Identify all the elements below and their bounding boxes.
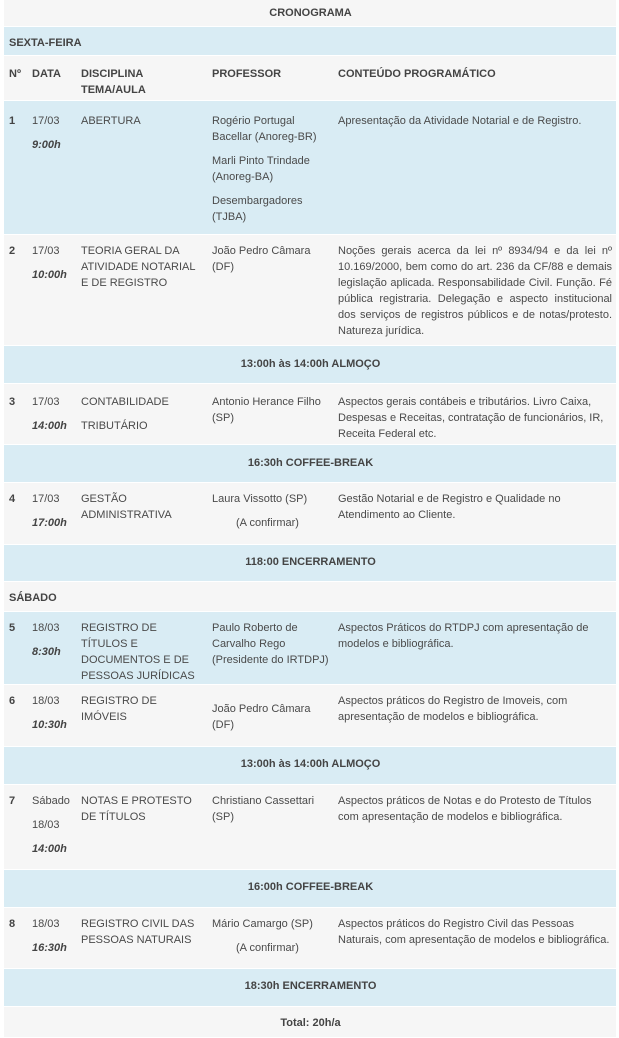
row-hour: 8:30h: [32, 645, 61, 658]
table-row: [4, 907, 616, 968]
row-date-cell: [27, 907, 76, 968]
row-discipline: TEORIA GERAL DA ATIVIDADE NOTARIAL E DE REGISTRO: [76, 234, 207, 345]
confirm-note: (A confirmar): [236, 516, 299, 529]
row-num: 5: [4, 611, 27, 684]
row-hour: 9:00h: [32, 138, 61, 151]
row-discipline-2: TRIBUTÁRIO: [81, 419, 148, 432]
lunch-break: 13:00h às 14:00h ALMOÇO: [4, 746, 616, 784]
table-row: [4, 684, 616, 746]
schedule-title: CRONOGRAMA: [4, 0, 616, 26]
row-content: Apresentação da Atividade Notarial e de Registro.: [333, 100, 616, 234]
schedule-table: [4, 0, 616, 1038]
break-row: [4, 746, 616, 784]
break-row: [4, 544, 616, 581]
break-row: [4, 345, 616, 383]
end-marker: 18:30h ENCERRAMENTO: [4, 968, 616, 1006]
header-discipline: DISCIPLINA TEMA/AULA: [76, 55, 207, 100]
row-professor: Christiano Cassettari (SP): [207, 784, 333, 869]
row-date-cell: [27, 482, 76, 544]
row-date-cell: [27, 100, 76, 234]
header-content: CONTEÚDO PROGRAMÁTICO: [333, 55, 616, 100]
row-professor: Antonio Herance Filho (SP): [207, 383, 333, 444]
row-content: Aspectos práticos do Registro Civil das Pessoas Naturais, com apresentação de modelos e bibliográfica.: [333, 907, 616, 968]
row-content: Noções gerais acerca da lei nº 8934/94 e da lei nº 10.169/2000, bem como do art. 236 da CF/88 e demais legislação aplicada. Responsabilidade Civil. Função. Fé pública registraria. Delegação e aspecto institucional dos serviços de registros públicos e de notas/protesto. Natureza jurídica.: [333, 234, 616, 345]
table-row: [4, 784, 616, 869]
professor-name: Marli Pinto Trindade (Anoreg-BA): [212, 154, 310, 183]
day-row-friday: [4, 26, 616, 55]
row-num: 6: [4, 684, 27, 746]
row-hour: 14:00h: [32, 842, 67, 855]
row-professor-cell: [207, 907, 333, 968]
row-professor: Mário Camargo (SP): [212, 917, 313, 930]
row-date-label: Sábado: [32, 794, 70, 807]
row-discipline-cell: [76, 383, 207, 444]
total-row: [4, 1006, 616, 1037]
total-hours: Total: 20h/a: [4, 1006, 616, 1037]
row-num: 1: [4, 100, 27, 234]
row-professor: Laura Vissotto (SP): [212, 492, 308, 505]
lunch-break: 13:00h às 14:00h ALMOÇO: [4, 345, 616, 383]
row-hour: 10:30h: [32, 718, 67, 731]
row-date: 18/03: [32, 917, 60, 930]
confirm-note: (A confirmar): [236, 941, 299, 954]
row-discipline: NOTAS E PROTESTO DE TÍTULOS: [76, 784, 207, 869]
header-num: Nº: [4, 55, 27, 100]
row-discipline: CONTABILIDADE: [81, 395, 169, 408]
table-row: [4, 482, 616, 544]
table-row: [4, 383, 616, 444]
row-discipline: REGISTRO DE TÍTULOS E DOCUMENTOS E DE PESSOAS JURÍDICAS: [76, 611, 207, 684]
row-professor-cell: [207, 100, 333, 234]
row-professor: João Pedro Câmara (DF): [207, 234, 333, 345]
day-label: SÁBADO: [4, 581, 616, 611]
row-discipline: ABERTURA: [76, 100, 207, 234]
row-date: 18/03: [32, 694, 60, 707]
row-professor: Paulo Roberto de Carvalho Rego (Presidente do IRTDPJ): [207, 611, 333, 684]
row-date-cell: [27, 784, 76, 869]
row-num: 8: [4, 907, 27, 968]
row-discipline: GESTÃO ADMINISTRATIVA: [76, 482, 207, 544]
row-date-cell: [27, 383, 76, 444]
row-hour: 17:00h: [32, 516, 67, 529]
table-row: [4, 100, 616, 234]
row-num: 7: [4, 784, 27, 869]
break-row: [4, 869, 616, 907]
row-num: 2: [4, 234, 27, 345]
row-date-cell: [27, 234, 76, 345]
row-date-cell: [27, 684, 76, 746]
row-date: 17/03: [32, 492, 60, 505]
row-professor: João Pedro Câmara (DF): [207, 684, 333, 746]
coffee-break: 16:00h COFFEE-BREAK: [4, 869, 616, 907]
row-date: 18/03: [32, 621, 60, 634]
row-discipline: REGISTRO CIVIL DAS PESSOAS NATURAIS: [76, 907, 207, 968]
title-row: [4, 0, 616, 26]
table-row: [4, 611, 616, 684]
professor-name: Rogério Portugal Bacellar (Anoreg-BR): [212, 114, 317, 143]
row-date: 18/03: [32, 818, 60, 831]
end-marker: 118:00 ENCERRAMENTO: [4, 544, 616, 581]
row-content: Aspectos práticos de Notas e do Protesto de Títulos com apresentação de modelos e bibliográfica.: [333, 784, 616, 869]
header-row: [4, 55, 616, 100]
day-label: SEXTA-FEIRA: [4, 26, 616, 55]
day-row-saturday: [4, 581, 616, 611]
row-num: 3: [4, 383, 27, 444]
row-hour: 14:00h: [32, 419, 67, 432]
row-professor-cell: [207, 482, 333, 544]
row-date: 17/03: [32, 395, 60, 408]
break-row: [4, 444, 616, 482]
break-row: [4, 968, 616, 1006]
table-row: [4, 234, 616, 345]
row-content: Aspectos gerais contábeis e tributários. Livro Caixa, Despesas e Receitas, contratação de funcionários, IR, Receita Federal etc.: [333, 383, 616, 444]
row-content: Aspectos Práticos do RTDPJ com apresentação de modelos e bibliográfica.: [333, 611, 616, 684]
row-content: Aspectos práticos do Registro de Imoveis, com apresentação de modelos e bibliográfica.: [333, 684, 616, 746]
row-hour: 16:30h: [32, 941, 67, 954]
row-content: Gestão Notarial e de Registro e Qualidade no Atendimento ao Cliente.: [333, 482, 616, 544]
professor-name: Desembargadores (TJBA): [212, 194, 303, 223]
row-date-cell: [27, 611, 76, 684]
row-date: 17/03: [32, 244, 60, 257]
coffee-break: 16:30h COFFEE-BREAK: [4, 444, 616, 482]
row-discipline: REGISTRO DE IMÓVEIS: [76, 684, 207, 746]
row-num: 4: [4, 482, 27, 544]
header-professor: PROFESSOR: [207, 55, 333, 100]
row-date: 17/03: [32, 114, 60, 127]
header-date: DATA: [27, 55, 76, 100]
row-hour: 10:00h: [32, 268, 67, 281]
